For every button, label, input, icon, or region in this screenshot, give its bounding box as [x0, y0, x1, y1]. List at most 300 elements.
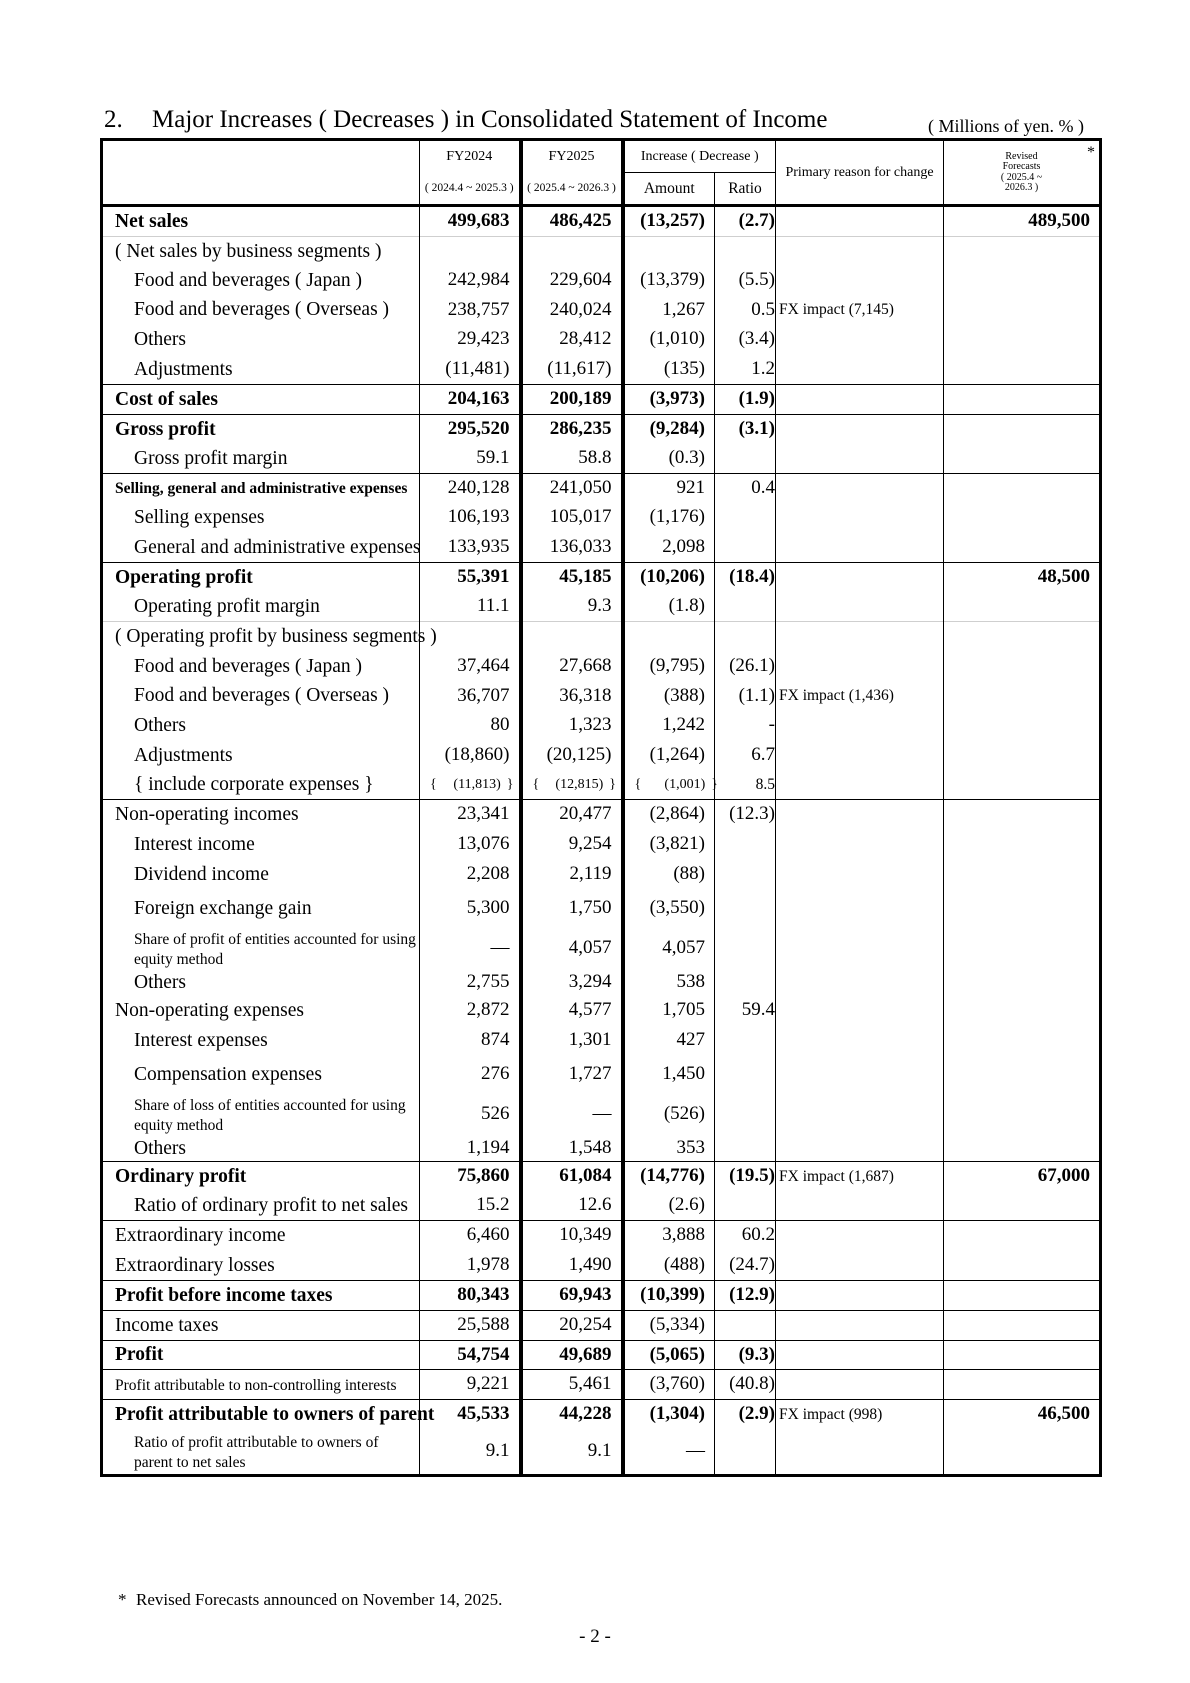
- cell-amount: 4,057: [623, 928, 715, 970]
- cell-fy2024: 526: [420, 1094, 521, 1136]
- table-row: [102, 1430, 1101, 1476]
- table-row: [102, 1311, 1101, 1341]
- row-label: Extraordinary income: [102, 1221, 420, 1251]
- cell-fy2024: 240,128: [420, 474, 521, 503]
- cell-amount: (88): [623, 860, 715, 890]
- cell-amount: (3,550): [623, 890, 715, 928]
- row-label: ( Net sales by business segments ): [102, 237, 420, 266]
- cell-amount: 921: [623, 474, 715, 503]
- row-label: Cost of sales: [102, 385, 420, 415]
- table-row: [102, 1192, 1101, 1221]
- row-label: Others: [102, 711, 420, 741]
- table-row: [102, 385, 1101, 415]
- cell-amount: (5,334): [623, 1311, 715, 1341]
- cell-fy2025: 1,323: [521, 711, 623, 741]
- header-fy2024: FY2024: [420, 140, 521, 173]
- table-row: [102, 474, 1101, 503]
- table-row: [102, 1400, 1101, 1430]
- cell-reason: [776, 800, 944, 830]
- cell-fy2024: 37,464: [420, 652, 521, 682]
- cell-amount: (1,176): [623, 503, 715, 533]
- cell-forecast: [944, 237, 1101, 266]
- cell-fy2024: 9,221: [420, 1370, 521, 1400]
- cell-amount: [623, 622, 715, 652]
- header-blank: [102, 140, 420, 206]
- forecast-line-1: Revised: [1005, 150, 1038, 162]
- cell-fy2025: 49,689: [521, 1341, 623, 1370]
- brace-close: }: [609, 777, 616, 793]
- cell-ratio: [715, 890, 776, 928]
- cell-ratio: (12.9): [715, 1281, 776, 1311]
- row-label: Ratio of ordinary profit to net sales: [102, 1192, 420, 1221]
- cell-fy2025: 9.3: [521, 593, 623, 622]
- cell-amount: (135): [623, 355, 715, 385]
- cell-forecast: [944, 503, 1101, 533]
- cell-fy2024: 54,754: [420, 1341, 521, 1370]
- cell-fy2024: 13,076: [420, 830, 521, 860]
- table-row: [102, 1094, 1101, 1136]
- cell-fy2025: 61,084: [521, 1162, 623, 1192]
- cell-ratio: [715, 1094, 776, 1136]
- cell-forecast: [944, 1094, 1101, 1136]
- cell-amount: 1,705: [623, 996, 715, 1026]
- header-fy2025-period: ( 2025.4 ~ 2026.3 ): [521, 173, 623, 206]
- cell-amount: (5,065): [623, 1341, 715, 1370]
- cell-fy2024: 874: [420, 1026, 521, 1056]
- cell-fy2025: 2,119: [521, 860, 623, 890]
- table-row: [102, 355, 1101, 385]
- cell-fy2024: 2,755: [420, 970, 521, 996]
- brace-open: {: [634, 777, 642, 793]
- cell-ratio: [715, 1311, 776, 1341]
- cell-reason: [776, 503, 944, 533]
- cell-fy2025: 4,057: [521, 928, 623, 970]
- cell-ratio: [715, 1430, 776, 1476]
- section-number: 2.: [104, 106, 123, 133]
- cell-forecast: [944, 1251, 1101, 1281]
- cell-ratio: (3.4): [715, 325, 776, 355]
- table-row: [102, 296, 1101, 325]
- cell-amount: (14,776): [623, 1162, 715, 1192]
- cell-reason: [776, 1281, 944, 1311]
- cell-forecast: [944, 1221, 1101, 1251]
- cell-forecast: [944, 474, 1101, 503]
- cell-reason: [776, 741, 944, 771]
- cell-fy2024: 1,978: [420, 1251, 521, 1281]
- cell-fy2025: 1,548: [521, 1136, 623, 1162]
- cell-fy2025: [521, 237, 623, 266]
- cell-ratio: [715, 622, 776, 652]
- cell-amount: (2,864): [623, 800, 715, 830]
- brace-value: (12,815): [555, 777, 604, 793]
- cell-fy2024: 276: [420, 1056, 521, 1094]
- cell-reason: [776, 1251, 944, 1281]
- cell-fy2025: 36,318: [521, 682, 623, 711]
- cell-fy2025: (20,125): [521, 741, 623, 771]
- row-label: Others: [102, 1136, 420, 1162]
- cell-amount: (10,206): [623, 563, 715, 593]
- cell-ratio: (1.1): [715, 682, 776, 711]
- cell-forecast: [944, 996, 1101, 1026]
- cell-forecast: 67,000: [944, 1162, 1101, 1192]
- cell-ratio: [715, 237, 776, 266]
- cell-reason: [776, 928, 944, 970]
- cell-reason: [776, 237, 944, 266]
- cell-fy2025: 200,189: [521, 385, 623, 415]
- cell-fy2024: 80: [420, 711, 521, 741]
- cell-ratio: [715, 503, 776, 533]
- header-ratio: Ratio: [715, 173, 776, 206]
- cell-amount: (0.3): [623, 444, 715, 474]
- cell-forecast: [944, 593, 1101, 622]
- brace-open: {: [532, 777, 540, 793]
- cell-ratio: [715, 444, 776, 474]
- cell-fy2025: 5,461: [521, 1370, 623, 1400]
- forecast-line-2: Forecasts: [1002, 161, 1041, 172]
- row-label: Food and beverages ( Japan ): [102, 266, 420, 296]
- cell-forecast: 48,500: [944, 563, 1101, 593]
- footnote: [118, 1590, 502, 1610]
- row-label: Gross profit: [102, 415, 420, 444]
- cell-forecast: [944, 444, 1101, 474]
- cell-fy2024: 59.1: [420, 444, 521, 474]
- cell-reason: [776, 1430, 944, 1476]
- cell-ratio: (24.7): [715, 1251, 776, 1281]
- cell-fy2024: 238,757: [420, 296, 521, 325]
- row-label: Food and beverages ( Overseas ): [102, 296, 420, 325]
- cell-forecast: [944, 1370, 1101, 1400]
- row-label: Food and beverages ( Overseas ): [102, 682, 420, 711]
- header-row: [102, 140, 1101, 173]
- page-number: - 2 -: [579, 1626, 611, 1647]
- cell-fy2024: 55,391: [420, 563, 521, 593]
- cell-forecast: [944, 890, 1101, 928]
- cell-reason: [776, 652, 944, 682]
- cell-fy2025: 12.6: [521, 1192, 623, 1221]
- row-label: Operating profit margin: [102, 593, 420, 622]
- row-label: Adjustments: [102, 355, 420, 385]
- cell-ratio: 0.4: [715, 474, 776, 503]
- cell-ratio: [715, 970, 776, 996]
- cell-ratio: [715, 1136, 776, 1162]
- row-label: Foreign exchange gain: [102, 890, 420, 928]
- cell-amount: 353: [623, 1136, 715, 1162]
- header-reason: Primary reason for change: [776, 140, 944, 206]
- cell-reason: [776, 385, 944, 415]
- cell-fy2024: (11,481): [420, 355, 521, 385]
- row-label: Interest income: [102, 830, 420, 860]
- cell-fy2024: 25,588: [420, 1311, 521, 1341]
- row-label: Profit before income taxes: [102, 1281, 420, 1311]
- cell-fy2025: 9,254: [521, 830, 623, 860]
- cell-forecast: [944, 1281, 1101, 1311]
- cell-fy2024: 36,707: [420, 682, 521, 711]
- row-label: Ratio of profit attributable to owners of parent to net sales: [102, 1430, 420, 1476]
- cell-forecast: [944, 652, 1101, 682]
- cell-fy2025: 45,185: [521, 563, 623, 593]
- cell-fy2025: 229,604: [521, 266, 623, 296]
- table-row: [102, 830, 1101, 860]
- cell-fy2024: 2,872: [420, 996, 521, 1026]
- cell-fy2025: 20,254: [521, 1311, 623, 1341]
- cell-ratio: 1.2: [715, 355, 776, 385]
- cell-reason: [776, 325, 944, 355]
- cell-amount: (1,304): [623, 1400, 715, 1430]
- header-fy2025: FY2025: [521, 140, 623, 173]
- table-row: [102, 860, 1101, 890]
- row-label: Compensation expenses: [102, 1056, 420, 1094]
- cell-amount: (9,284): [623, 415, 715, 444]
- cell-amount: 1,267: [623, 296, 715, 325]
- cell-fy2024: 295,520: [420, 415, 521, 444]
- row-label: Gross profit margin: [102, 444, 420, 474]
- cell-amount: (526): [623, 1094, 715, 1136]
- row-label: Income taxes: [102, 1311, 420, 1341]
- cell-ratio: (12.3): [715, 800, 776, 830]
- cell-amount: (488): [623, 1251, 715, 1281]
- row-label: Food and beverages ( Japan ): [102, 652, 420, 682]
- table-row: [102, 1341, 1101, 1370]
- table-row: [102, 741, 1101, 771]
- cell-amount: 3,888: [623, 1221, 715, 1251]
- cell-forecast: [944, 1430, 1101, 1476]
- cell-ratio: [715, 533, 776, 563]
- table-row: [102, 622, 1101, 652]
- table-row: [102, 928, 1101, 970]
- cell-ratio: (2.7): [715, 206, 776, 237]
- cell-amount: 2,098: [623, 533, 715, 563]
- table-row: [102, 444, 1101, 474]
- row-label: Adjustments: [102, 741, 420, 771]
- brace-open: {: [430, 777, 437, 793]
- table-row: [102, 1136, 1101, 1162]
- units-note: ( Millions of yen. % ): [928, 116, 1084, 136]
- cell-fy2025: —: [521, 1094, 623, 1136]
- row-label: Extraordinary losses: [102, 1251, 420, 1281]
- section-heading: [104, 106, 827, 134]
- table-row: [102, 1056, 1101, 1094]
- row-label: Profit attributable to owners of parent: [102, 1400, 420, 1430]
- cell-ratio: (3.1): [715, 415, 776, 444]
- table-row: [102, 771, 1101, 800]
- cell-forecast: [944, 1056, 1101, 1094]
- cell-reason: [776, 1056, 944, 1094]
- forecast-asterisk: *: [1087, 144, 1095, 161]
- cell-reason: [776, 1311, 944, 1341]
- cell-ratio: 59.4: [715, 996, 776, 1026]
- table-row: [102, 415, 1101, 444]
- row-label: Non-operating expenses: [102, 996, 420, 1026]
- cell-ratio: [715, 928, 776, 970]
- cell-fy2024: 9.1: [420, 1430, 521, 1476]
- cell-fy2024: 1,194: [420, 1136, 521, 1162]
- cell-forecast: [944, 415, 1101, 444]
- cell-amount: (2.6): [623, 1192, 715, 1221]
- table-row: [102, 800, 1101, 830]
- cell-forecast: [944, 296, 1101, 325]
- header-increase: Increase ( Decrease ): [623, 140, 776, 173]
- cell-ratio: 6.7: [715, 741, 776, 771]
- cell-fy2024: 242,984: [420, 266, 521, 296]
- cell-fy2024: 29,423: [420, 325, 521, 355]
- cell-amount: [623, 237, 715, 266]
- cell-forecast: 489,500: [944, 206, 1101, 237]
- cell-reason: FX impact (7,145): [776, 296, 944, 325]
- cell-fy2025: 28,412: [521, 325, 623, 355]
- cell-forecast: [944, 1311, 1101, 1341]
- cell-amount: (13,379): [623, 266, 715, 296]
- brace-close: }: [711, 777, 718, 793]
- cell-amount: (13,257): [623, 206, 715, 237]
- cell-ratio: [715, 1192, 776, 1221]
- cell-amount: (1.8): [623, 593, 715, 622]
- cell-reason: [776, 771, 944, 800]
- cell-fy2025: 486,425: [521, 206, 623, 237]
- cell-fy2025: 44,228: [521, 1400, 623, 1430]
- cell-fy2024: [420, 771, 521, 800]
- cell-reason: [776, 533, 944, 563]
- cell-fy2024: 106,193: [420, 503, 521, 533]
- cell-reason: [776, 860, 944, 890]
- row-label: ( Operating profit by business segments ): [102, 622, 420, 652]
- section-title: Major Increases ( Decreases ) in Consolidated Statement of Income: [152, 106, 828, 133]
- row-label: General and administrative expenses: [102, 533, 420, 563]
- cell-ratio: 0.5: [715, 296, 776, 325]
- row-label: Profit attributable to non-controlling interests: [102, 1370, 420, 1400]
- cell-ratio: (18.4): [715, 563, 776, 593]
- row-label: Interest expenses: [102, 1026, 420, 1056]
- cell-forecast: [944, 266, 1101, 296]
- table-row: [102, 1281, 1101, 1311]
- cell-reason: FX impact (1,436): [776, 682, 944, 711]
- table-row: [102, 996, 1101, 1026]
- brace-value: (11,813): [453, 777, 501, 793]
- cell-reason: [776, 1341, 944, 1370]
- table-row: [102, 1026, 1101, 1056]
- cell-fy2024: 133,935: [420, 533, 521, 563]
- footnote-text: Revised Forecasts announced on November 14, 2025.: [136, 1590, 503, 1609]
- cell-forecast: [944, 711, 1101, 741]
- cell-ratio: (1.9): [715, 385, 776, 415]
- cell-fy2024: 75,860: [420, 1162, 521, 1192]
- cell-ratio: (9.3): [715, 1341, 776, 1370]
- cell-forecast: [944, 1341, 1101, 1370]
- cell-fy2025: 1,750: [521, 890, 623, 928]
- table-row: [102, 711, 1101, 741]
- cell-reason: [776, 355, 944, 385]
- cell-forecast: [944, 970, 1101, 996]
- cell-forecast: [944, 325, 1101, 355]
- row-label: Dividend income: [102, 860, 420, 890]
- cell-reason: [776, 622, 944, 652]
- cell-fy2025: 10,349: [521, 1221, 623, 1251]
- cell-fy2024: 45,533: [420, 1400, 521, 1430]
- cell-ratio: (5.5): [715, 266, 776, 296]
- table-row: [102, 237, 1101, 266]
- row-label: Others: [102, 970, 420, 996]
- cell-reason: [776, 563, 944, 593]
- cell-amount: (1,010): [623, 325, 715, 355]
- cell-reason: [776, 1370, 944, 1400]
- cell-forecast: [944, 928, 1101, 970]
- cell-forecast: [944, 771, 1101, 800]
- cell-fy2025: 27,668: [521, 652, 623, 682]
- cell-reason: [776, 266, 944, 296]
- row-label: Non-operating incomes: [102, 800, 420, 830]
- cell-fy2025: 1,727: [521, 1056, 623, 1094]
- table-row: [102, 563, 1101, 593]
- cell-fy2025: 105,017: [521, 503, 623, 533]
- income-statement-table: [100, 138, 1102, 1477]
- table-row: [102, 652, 1101, 682]
- cell-fy2024: 11.1: [420, 593, 521, 622]
- table-row: [102, 1221, 1101, 1251]
- cell-ratio: [715, 593, 776, 622]
- table-row: [102, 503, 1101, 533]
- cell-amount: (10,399): [623, 1281, 715, 1311]
- row-label: Selling expenses: [102, 503, 420, 533]
- cell-reason: [776, 1094, 944, 1136]
- cell-fy2024: (18,860): [420, 741, 521, 771]
- footnote-mark: *: [118, 1590, 127, 1609]
- cell-reason: [776, 711, 944, 741]
- cell-fy2024: 499,683: [420, 206, 521, 237]
- header-forecast: [944, 140, 1101, 206]
- cell-forecast: [944, 800, 1101, 830]
- cell-reason: [776, 970, 944, 996]
- cell-ratio: (40.8): [715, 1370, 776, 1400]
- row-label: Profit: [102, 1341, 420, 1370]
- cell-forecast: [944, 622, 1101, 652]
- cell-fy2025: 3,294: [521, 970, 623, 996]
- row-label: Operating profit: [102, 563, 420, 593]
- table-row: [102, 266, 1101, 296]
- cell-ratio: (26.1): [715, 652, 776, 682]
- cell-amount: (388): [623, 682, 715, 711]
- cell-fy2024: 6,460: [420, 1221, 521, 1251]
- cell-reason: [776, 1136, 944, 1162]
- cell-ratio: -: [715, 711, 776, 741]
- table-row: [102, 325, 1101, 355]
- row-label: Ordinary profit: [102, 1162, 420, 1192]
- cell-fy2025: [521, 771, 623, 800]
- brace-close: }: [506, 777, 514, 793]
- cell-forecast: [944, 682, 1101, 711]
- cell-forecast: [944, 355, 1101, 385]
- row-label: Others: [102, 325, 420, 355]
- cell-forecast: [944, 1136, 1101, 1162]
- table-row: [102, 206, 1101, 237]
- cell-amount: (1,264): [623, 741, 715, 771]
- table-row: [102, 533, 1101, 563]
- row-label: Net sales: [102, 206, 420, 237]
- table-row: [102, 1251, 1101, 1281]
- row-label: Selling, general and administrative expenses: [102, 474, 420, 503]
- cell-forecast: [944, 1026, 1101, 1056]
- cell-fy2024: —: [420, 928, 521, 970]
- cell-fy2025: (11,617): [521, 355, 623, 385]
- cell-fy2025: [521, 622, 623, 652]
- forecast-line-3: ( 2025.4 ~: [1000, 171, 1043, 183]
- header-fy2024-period: ( 2024.4 ~ 2025.3 ): [420, 173, 521, 206]
- cell-fy2024: 204,163: [420, 385, 521, 415]
- cell-fy2025: 20,477: [521, 800, 623, 830]
- cell-ratio: 8.5: [715, 771, 776, 800]
- cell-reason: [776, 890, 944, 928]
- cell-fy2024: 5,300: [420, 890, 521, 928]
- cell-reason: [776, 830, 944, 860]
- cell-fy2024: [420, 237, 521, 266]
